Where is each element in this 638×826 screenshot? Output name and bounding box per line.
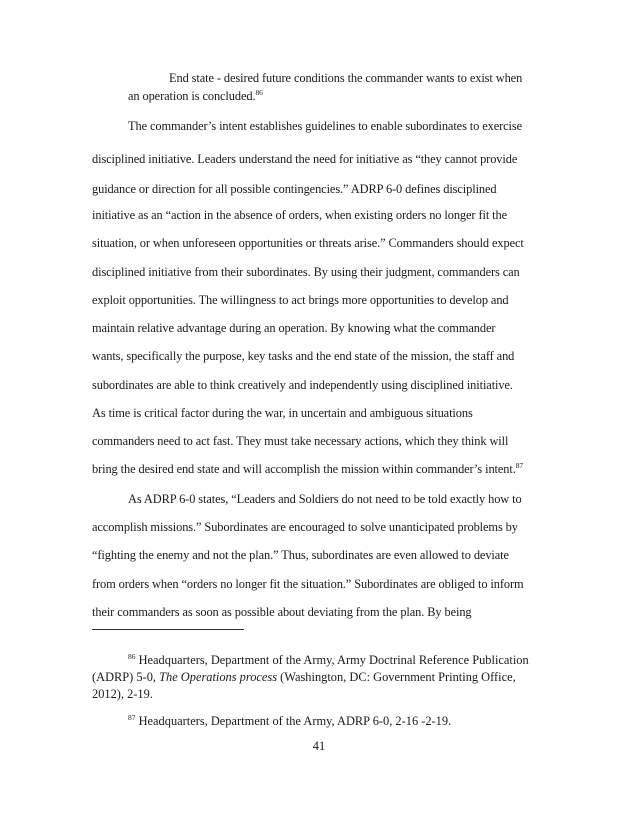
paragraph1-line-8: maintain relative advantage during an operation. By knowing what the commander (92, 321, 496, 335)
footnote-87-text: Headquarters, Department of the Army, ADRP 6-0, 2-16 -2-19. (138, 714, 452, 728)
paragraph1-line-2: disciplined initiative. Leaders understand the need for initiative as “they cannot provide (92, 152, 518, 166)
paragraph1-line-12: commanders need to act fast. They must take necessary actions, which they think will (92, 434, 509, 448)
footnote-86-line-2-post: (Washington, DC: Government Printing Office, (277, 670, 516, 684)
paragraph1-line-7: exploit opportunities. The willingness to act brings more opportunities to develop and (92, 293, 509, 307)
quote-line-2 (128, 89, 263, 104)
paragraph1-line-10: subordinates are able to think creatively and independently using disciplined initiative. (92, 378, 513, 392)
footnote-separator (92, 629, 244, 630)
footnote-86-line-2-pre: (ADRP) 5-0, (92, 670, 160, 684)
paragraph2-line-5: their commanders as soon as possible about deviating from the plan. By being (92, 605, 472, 619)
paragraph1-line-1: The commander’s intent establishes guidelines to enable subordinates to exercise (128, 119, 523, 133)
footnote-86-title: The Operations process (159, 670, 278, 684)
paragraph1-line-13 (92, 462, 523, 477)
quote-line-2-text: an operation is concluded. (128, 89, 256, 103)
paragraph1-line-5: situation, or when unforeseen opportunities or threats arise.” Commanders should expect (92, 236, 524, 250)
footnote-ref-86: 86 (255, 88, 263, 97)
paragraph2-line-3: “fighting the enemy and not the plan.” Thus, subordinates are even allowed to deviate (92, 548, 509, 562)
footnote-86-line-1-text: Headquarters, Department of the Army, Army Doctrinal Reference Publication (138, 653, 529, 667)
footnote-ref-87: 87 (515, 461, 524, 470)
paragraph1-line-4: initiative as an “action in the absence of orders, when existing orders no longer fit the (92, 208, 508, 222)
paragraph1-line-13-text: bring the desired end state and will accomplish the mission within commander’s intent. (92, 462, 516, 476)
paragraph2-line-4: from orders when “orders no longer fit the situation.” Subordinates are obliged to inform (92, 577, 524, 591)
paragraph1-line-6: disciplined initiative from their subordinates. By using their judgment, commanders can (92, 265, 520, 279)
footnote-86-line-2 (92, 669, 516, 686)
footnote-86-line-1 (128, 652, 529, 669)
footnote-87 (128, 713, 451, 730)
paragraph2-line-2: accomplish missions.” Subordinates are encouraged to solve unanticipated problems by (92, 520, 518, 534)
paragraph1-line-9: wants, specifically the purpose, key tasks and the end state of the mission, the staff and (92, 349, 515, 363)
paragraph2-line-1: As ADRP 6-0 states, “Leaders and Soldiers do not need to be told exactly how to (128, 492, 522, 506)
page-number: 41 (312, 739, 326, 753)
quote-line-1: End state - desired future conditions the commander wants to exist when (169, 71, 523, 85)
footnote-86-line-3: 2012), 2-19. (92, 687, 153, 701)
paragraph1-line-3: guidance or direction for all possible contingencies.” ADRP 6-0 defines disciplined (92, 182, 497, 196)
paragraph1-line-11: As time is critical factor during the war, in uncertain and ambiguous situations (92, 406, 473, 420)
footnote-86-number: 86 (128, 652, 136, 661)
footnote-87-number: 87 (128, 713, 136, 722)
